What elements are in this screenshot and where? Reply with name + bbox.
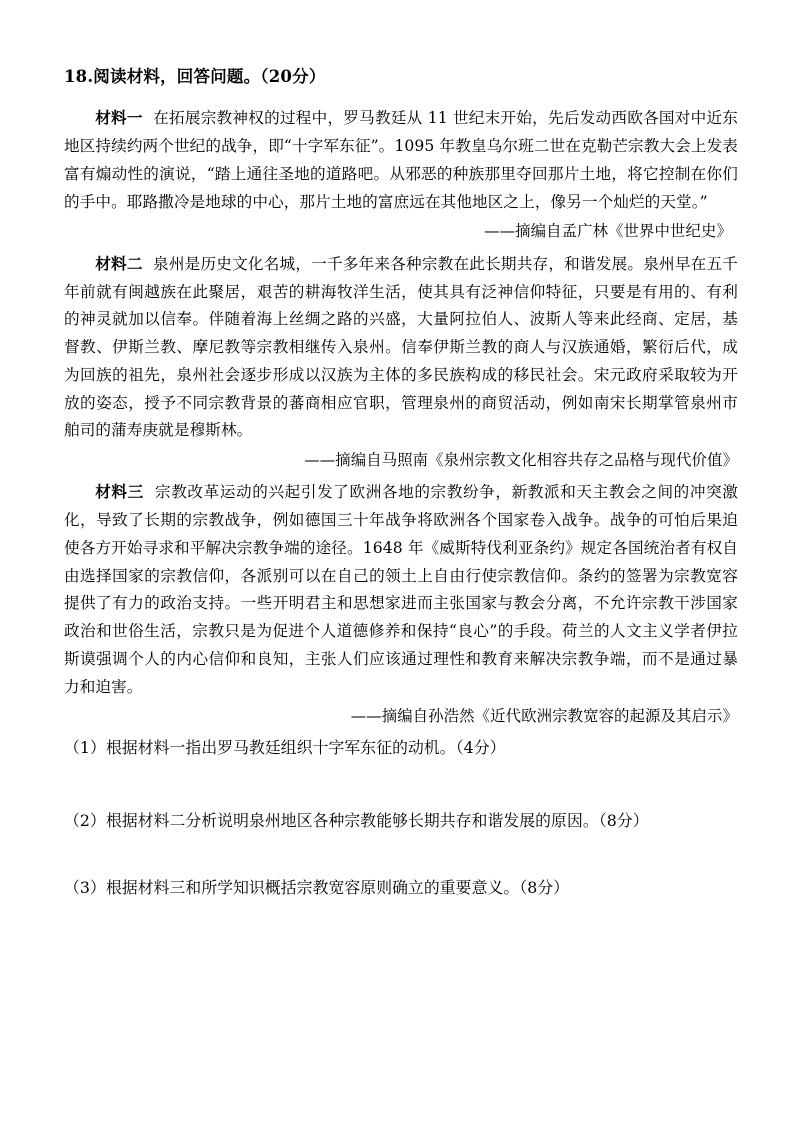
sub-question-3: （3）根据材料三和所学知识概括宗教宽容原则确立的重要意义。（8分）	[64, 877, 570, 897]
material-2-label: 材料二	[95, 253, 143, 273]
material-3-source: ——摘编自孙浩然《近代欧洲宗教宽容的起源及其启示》	[350, 707, 738, 726]
sub-question-2: （2）根据材料二分析说明泉州地区各种宗教能够长期共存和谐发展的原因。（8分）	[64, 810, 649, 830]
material-2-paragraph	[64, 250, 738, 445]
material-block-1	[64, 104, 738, 245]
material-3-paragraph	[64, 478, 738, 701]
sub-question-1: （1）根据材料一指出罗马教廷组织十字军东征的动机。（4分）	[64, 737, 506, 757]
page-title: 18.阅读材料，回答问题。（20分）	[64, 67, 326, 86]
material-2-source: ——摘编自马照南《泉州宗教文化相容共存之品格与现代价值》	[304, 451, 738, 470]
answer-space-1	[64, 762, 738, 808]
material-3-text: 宗教改革运动的兴起引发了欧洲各地的宗教纷争，新教派和天主教会之间的冲突激化，导致了长期的宗教战争，例如德国三十年战争将欧洲各个国家卷入战争。战争的可怕后果迫使各方开始寻求和平解决宗教争端的途径。1648 年《威斯特伐利亚条约》规定各国统治者有权自由选择国家的宗教信仰，各派别可以在自己的领土上自由行使宗教信仰。条约的签署为宗教宽容提供了有力的政治支持。一些开明君主和思想家进而主张国家与教会分离，不允许宗教干涉国家政治和世俗生活，宗教只是为促进个人道德修养和保持“良心”的手段。荷兰的人文主义学者伊拉斯谟强调个人的内心信仰和良知，主张人们应该通过理性和教育来解决宗教争端，而不是通过暴力和迫害。	[64, 483, 738, 696]
material-2-text: 泉州是历史文化名城，一千多年来各种宗教在此长期共存，和谐发展。泉州早在五千年前就有闽越族在此聚居，艰苦的耕海牧洋生活，使其具有泛神信仰特征，只要是有用的、有利的神灵就加以信奉。伴随着海上丝绸之路的兴盛，大量阿拉伯人、波斯人等来此经商、定居，基督教、伊斯兰教、摩尼教等宗教相继传入泉州。信奉伊斯兰教的商人与汉族通婚，繁衍后代，成为回族的祖先，泉州社会逐步形成以汉族为主体的多民族构成的移民社会。宋元政府采取较为开放的姿态，授予不同宗教背景的蕃商相应官职，管理泉州的商贸活动，例如南宋长期掌管泉州市舶司的蒲寿庚就是穆斯林。	[64, 254, 738, 440]
material-1-source: ——摘编自孟广林《世界中世纪史》	[484, 222, 732, 241]
material-3-label: 材料三	[95, 482, 144, 502]
answer-space-2	[64, 835, 738, 875]
material-block-3	[64, 478, 738, 730]
material-1-label: 材料一	[95, 108, 143, 128]
material-1-paragraph	[64, 104, 738, 216]
material-block-2	[64, 250, 738, 475]
material-1-text: 在拓展宗教神权的过程中，罗马教廷从 11 世纪末开始，先后发动西欧各国对中近东地区持续约两个世纪的战争，即“十字军东征”。1095 年教皇乌尔班二世在克勒芒宗教大会上发表富有煽动性的演说，“踏上通往圣地的道路吧。从邪恶的种族那里夺回那片土地，将它控制在你们的手中。耶路撒冷是地球的中心，那片土地的富庶远在其他地区之上，像另一个灿烂的天堂。”	[64, 109, 738, 211]
